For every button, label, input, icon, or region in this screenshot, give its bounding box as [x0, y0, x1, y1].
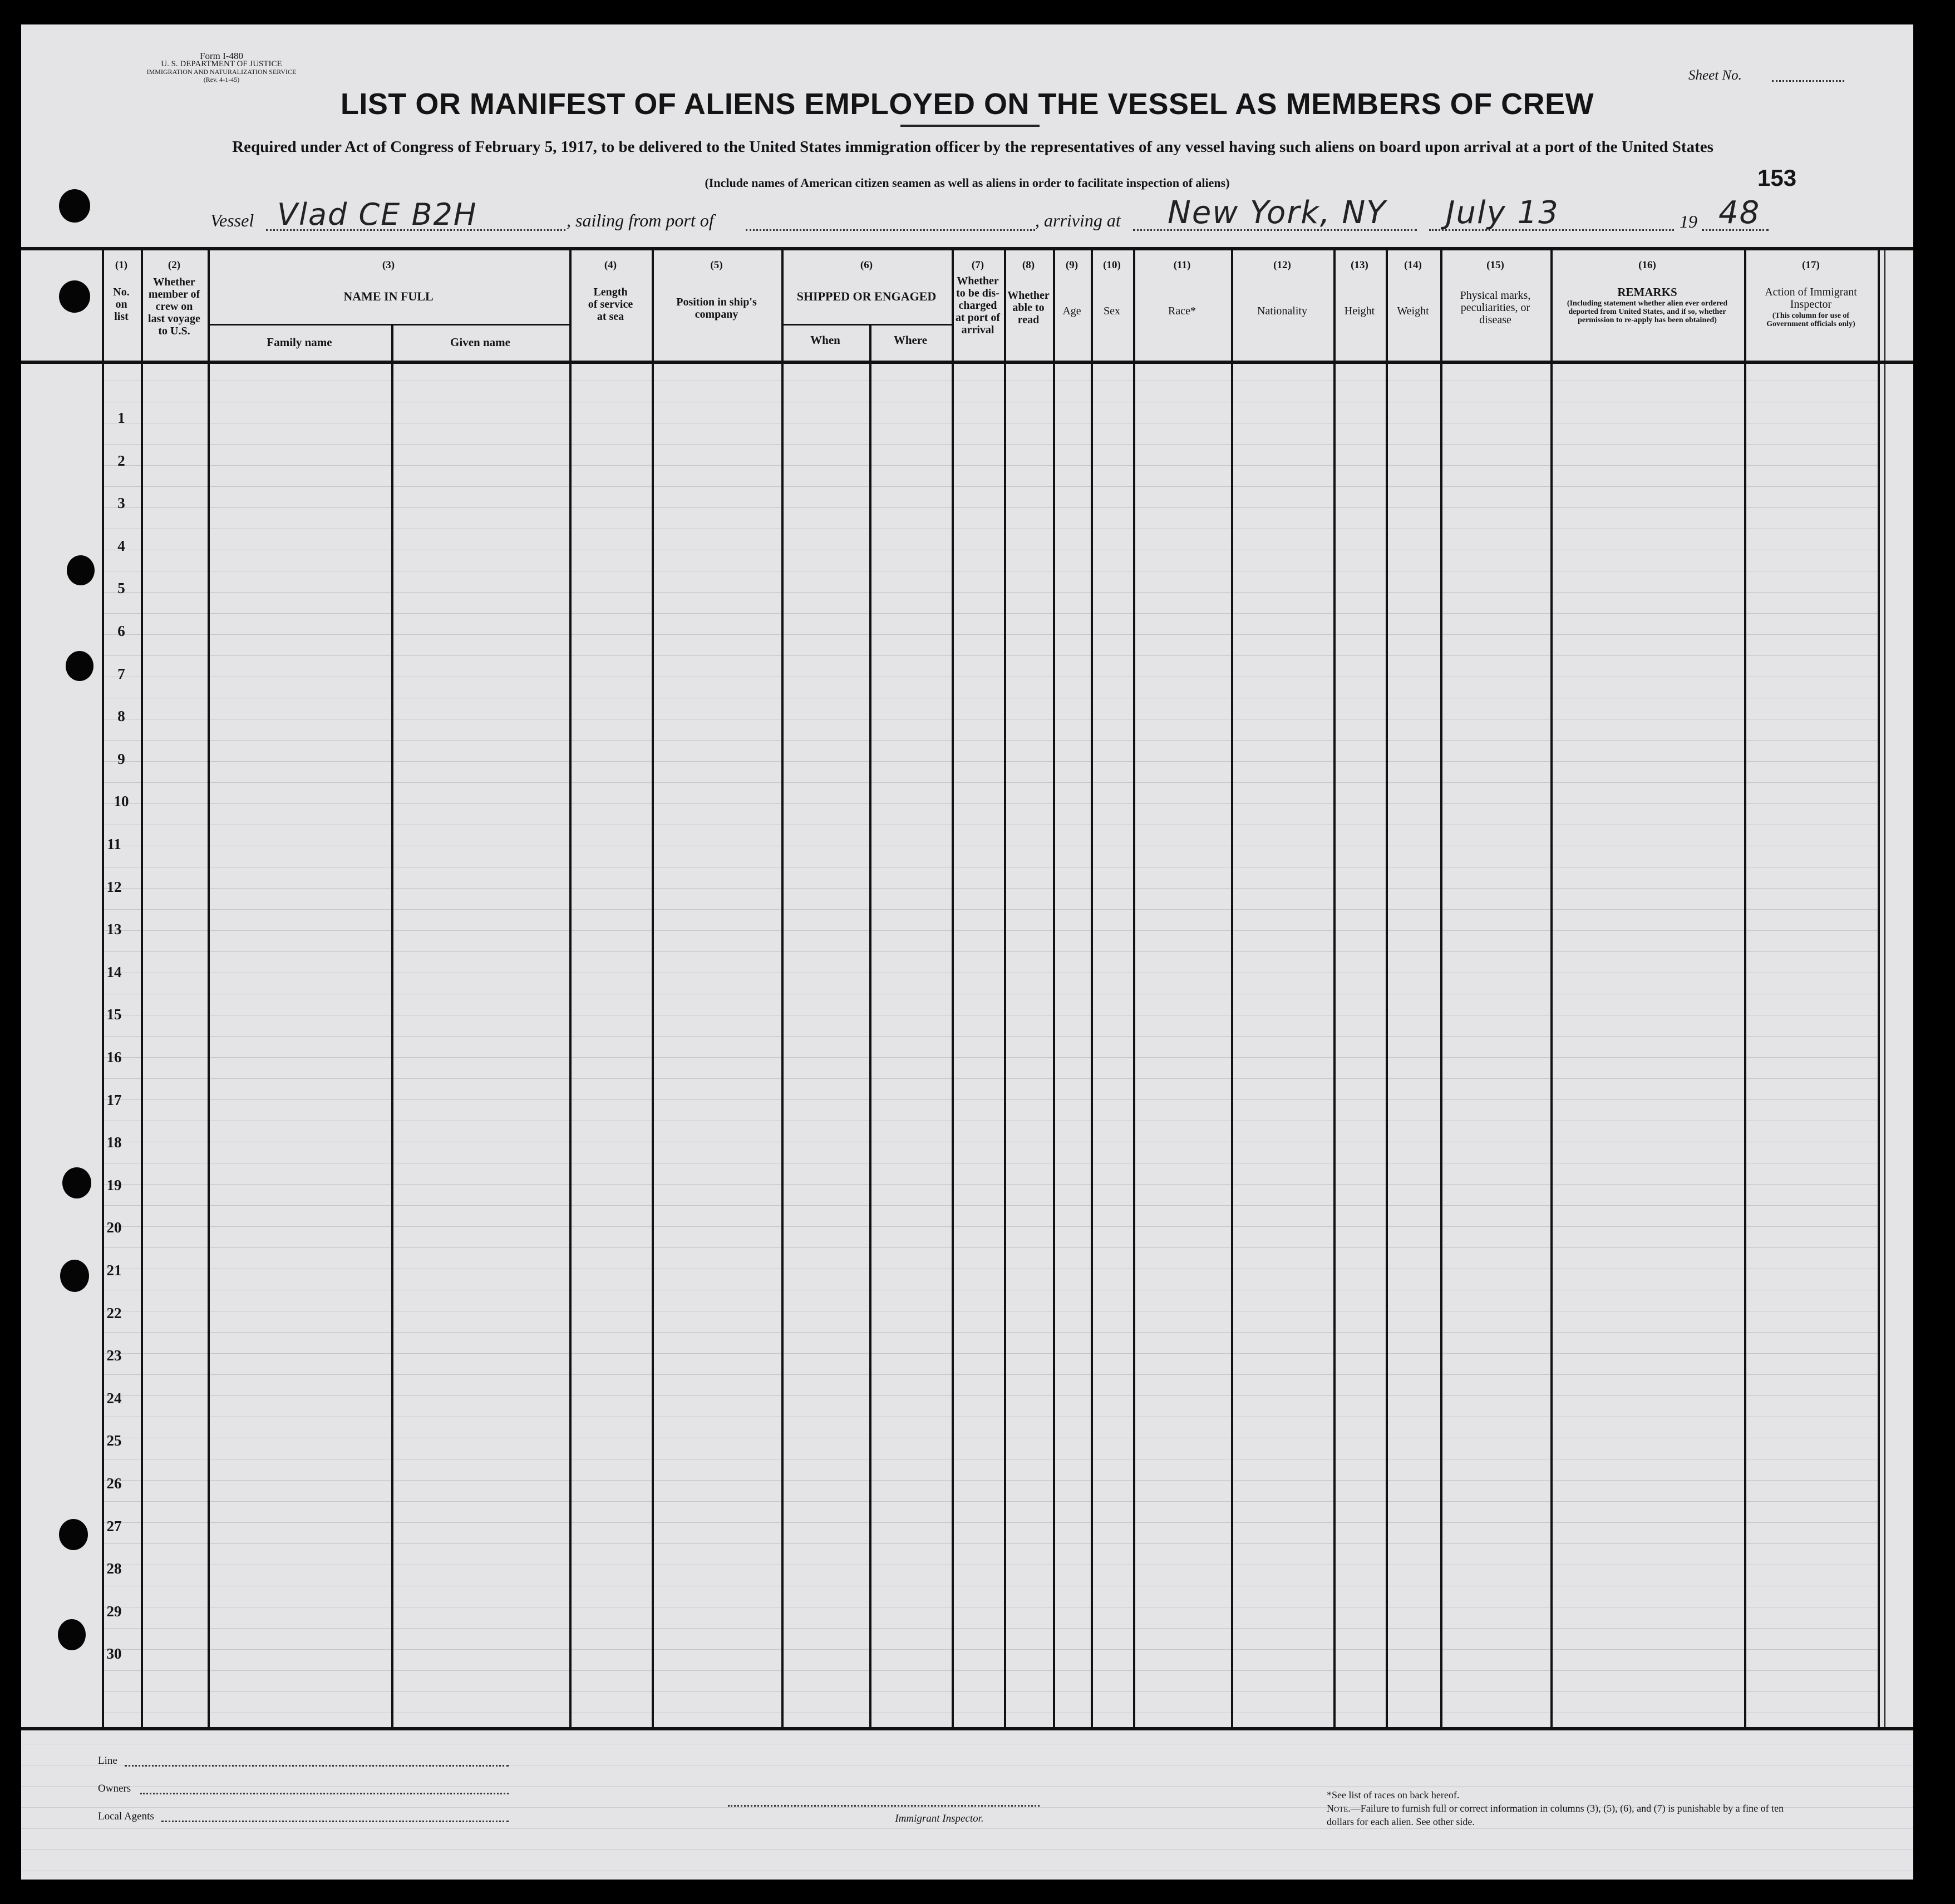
column-divider: [1091, 247, 1093, 1729]
row-number: 14: [106, 963, 122, 980]
form-title: LIST OR MANIFEST OF ALIENS EMPLOYED ON THE VESSEL AS MEMBERS OF CREW: [340, 87, 1594, 121]
ruled-line: [102, 930, 1880, 931]
family-name-header: Family name: [267, 336, 332, 349]
line-label: Line: [98, 1755, 117, 1767]
column-divider: [1440, 247, 1442, 1729]
col-6-number: (6): [860, 259, 873, 271]
row-number: 8: [117, 708, 125, 725]
row-number: 2: [117, 452, 125, 469]
line-field[interactable]: [125, 1765, 509, 1767]
col-6-header: [781, 259, 952, 303]
col-8-number: (8): [1022, 259, 1035, 271]
row-number: 12: [106, 878, 122, 895]
col-9-header: [1053, 259, 1091, 317]
col-17-note: (This column for use of Government officials only): [1766, 312, 1855, 328]
col-14-header: [1386, 259, 1440, 317]
table-bottom-border: [21, 1727, 1913, 1730]
year-value: 48: [1718, 195, 1761, 231]
row-number: 17: [106, 1091, 122, 1108]
col-12-number: (12): [1273, 259, 1291, 271]
row-number: 28: [106, 1560, 122, 1577]
column-divider: [1333, 247, 1336, 1729]
given-name-header: Given name: [450, 336, 510, 349]
manifest-sheet: [21, 24, 1913, 1880]
form-subtitle: Required under Act of Congress of February 5, 1917, to be delivered to the United States immigration officer by the representatives of any vessel having such aliens on board upon arrival at a port of the United States: [232, 138, 1713, 156]
ruled-line: [102, 1184, 1880, 1185]
sailing-label: , sailing from port of: [567, 210, 714, 230]
row-number: 18: [106, 1134, 122, 1151]
ruled-line: [102, 1205, 1880, 1206]
ruled-line: [102, 1036, 1880, 1037]
ruled-line: [102, 507, 1880, 508]
row-number: 10: [114, 793, 129, 810]
ruled-line: [102, 909, 1880, 910]
ruled-line: [102, 888, 1880, 889]
department-name: U. S. DEPARTMENT OF JUSTICE: [161, 60, 282, 68]
ruled-line: [102, 655, 1880, 656]
name-sub-divider: [208, 324, 569, 325]
col-15-number: (15): [1486, 259, 1504, 271]
row-number: 25: [106, 1432, 122, 1449]
ruled-line: [102, 1480, 1880, 1481]
column-divider: [781, 247, 784, 1729]
column-divider: [1004, 247, 1006, 1729]
col-3-number: (3): [382, 259, 395, 271]
col-1-header: [102, 259, 141, 323]
year-prefix: 19: [1680, 211, 1697, 231]
col-7-header: [952, 259, 1004, 336]
col-13-number: (13): [1351, 259, 1368, 271]
row-number: 30: [106, 1645, 122, 1663]
note-text: —Failure to furnish full or correct information in columns (3), (5), (6), and (7) is punishable by a fine of ten dollars for each alien. See other side.: [1327, 1803, 1784, 1827]
col-17-label: Action of Immigrant Inspector: [1765, 286, 1857, 310]
col-15-label: Physical marks, peculiarities, or disease: [1460, 289, 1531, 326]
where-header: Where: [893, 333, 928, 347]
ruled-line: [102, 1332, 1880, 1333]
when-header: When: [810, 333, 840, 347]
vessel-value: Vlad CE B2H: [277, 197, 477, 232]
column-divider: [1744, 247, 1746, 1729]
row-number: 29: [106, 1602, 122, 1620]
arriving-label: , arriving at: [1035, 210, 1121, 230]
col-9-number: (9): [1065, 259, 1079, 271]
row-number: 24: [106, 1389, 122, 1407]
row-number: 27: [106, 1517, 122, 1535]
row-number: 16: [106, 1049, 122, 1066]
ruled-line: [102, 761, 1880, 762]
ruled-line: [21, 1828, 1913, 1829]
local-agents-field[interactable]: [161, 1821, 509, 1822]
col-3-header: [208, 259, 569, 303]
ruled-line: [102, 951, 1880, 952]
owners-field[interactable]: [140, 1793, 509, 1794]
ruled-line: [102, 803, 1880, 804]
col-7-number: (7): [971, 259, 984, 271]
col-12-label: Nationality: [1257, 305, 1307, 317]
column-divider: [1550, 247, 1553, 1729]
crew-table: [21, 24, 1913, 1880]
col-11-header: [1133, 259, 1231, 317]
col-17-header: [1744, 259, 1878, 328]
column-divider: [1884, 247, 1885, 1729]
form-number: Form I-480: [200, 51, 243, 61]
col-4-number: (4): [604, 259, 617, 271]
col-8-label: Whether able to read: [1007, 289, 1050, 326]
col-10-label: Sex: [1104, 305, 1120, 317]
column-divider: [208, 247, 210, 1729]
col-11-label: Race*: [1168, 305, 1196, 317]
row-number: 11: [107, 836, 121, 852]
col-4-label: Length of service at sea: [588, 286, 633, 323]
ruled-line: [102, 465, 1880, 466]
col-16-number: (16): [1638, 259, 1656, 271]
row-number: 20: [106, 1219, 122, 1236]
col-11-number: (11): [1173, 259, 1191, 271]
ruled-line: [102, 1649, 1880, 1650]
column-divider: [652, 247, 654, 1729]
ruled-line: [102, 613, 1880, 614]
ruled-line: [102, 1078, 1880, 1079]
ruled-line: [102, 592, 1880, 593]
vessel-label: Vessel: [210, 210, 254, 230]
col-9-label: Age: [1062, 305, 1081, 317]
col-16-note: (Including statement whether alien ever ordered deported from United States, and if so, whether permission to re-apply has been obtained): [1567, 299, 1728, 324]
col-2-label: Whether member of crew on last voyage to U.S.: [148, 276, 200, 337]
row-number: 9: [117, 750, 125, 767]
column-divider: [869, 324, 871, 1729]
ruled-line: [102, 1395, 1880, 1396]
ruled-line: [102, 740, 1880, 741]
row-number: 1: [117, 410, 125, 426]
row-number: 22: [106, 1304, 122, 1321]
ruled-line: [102, 782, 1880, 783]
races-note: *See list of races on back hereof.: [1327, 1789, 1460, 1801]
ruled-line: [102, 1099, 1880, 1100]
column-divider: [141, 247, 143, 1729]
row-number: 6: [117, 623, 125, 639]
col-17-number: (17): [1802, 259, 1820, 271]
col-3-label: NAME IN FULL: [343, 289, 434, 303]
note-label: Note.: [1327, 1803, 1351, 1814]
column-divider: [391, 324, 393, 1729]
col-2-number: (2): [168, 259, 181, 271]
column-divider: [569, 247, 572, 1729]
ruled-line: [102, 634, 1880, 635]
col-13-header: [1333, 259, 1386, 317]
ruled-line: [102, 1247, 1880, 1248]
column-divider: [952, 247, 954, 1729]
ruled-line: [21, 1849, 1913, 1850]
table-top-border: [21, 247, 1913, 250]
col-5-header: [652, 259, 781, 320]
column-divider: [1386, 247, 1388, 1729]
col-1-label: No. on list: [113, 286, 130, 323]
form-revision: (Rev. 4-1-45): [203, 76, 240, 83]
service-name: IMMIGRATION AND NATURALIZATION SERVICE: [146, 68, 297, 76]
ruled-line: [102, 1670, 1880, 1671]
col-16-header: [1550, 259, 1744, 324]
col-5-label: Position in ship's company: [676, 296, 757, 320]
col-1-number: (1): [115, 259, 128, 271]
ruled-line: [102, 1353, 1880, 1354]
col-13-label: Height: [1344, 305, 1375, 317]
owners-label: Owners: [98, 1783, 131, 1794]
row-number: 3: [117, 495, 125, 512]
row-number: 5: [117, 580, 125, 597]
ruled-line: [102, 486, 1880, 487]
local-agents-label: Local Agents: [98, 1811, 154, 1822]
ruled-line: [102, 444, 1880, 445]
ruled-line: [102, 1522, 1880, 1523]
ruled-line: [102, 1374, 1880, 1375]
column-divider: [102, 247, 104, 1729]
arriving-value: New York, NY: [1168, 195, 1387, 231]
row-number: 7: [117, 665, 125, 682]
row-number: 26: [106, 1475, 122, 1492]
row-number: 4: [117, 537, 125, 554]
col-10-number: (10): [1103, 259, 1121, 271]
ruled-line: [102, 1057, 1880, 1058]
ruled-line: [21, 1786, 1913, 1787]
col-10-header: [1091, 259, 1133, 317]
ruled-line: [102, 1226, 1880, 1227]
row-number: 23: [106, 1347, 122, 1364]
date-value: July 13: [1446, 195, 1559, 231]
col-8-header: [1004, 259, 1053, 326]
stamp-number: 153: [1757, 165, 1797, 191]
col-14-number: (14): [1404, 259, 1422, 271]
row-number: 21: [106, 1262, 122, 1279]
column-divider: [1133, 247, 1135, 1729]
col-2-header: [141, 259, 208, 337]
column-divider: [1231, 247, 1233, 1729]
col-6-label: SHIPPED OR ENGAGED: [796, 289, 937, 303]
column-divider: [1878, 247, 1880, 1729]
immigrant-inspector-label: Immigrant Inspector.: [895, 1813, 984, 1824]
row-number: 15: [106, 1006, 122, 1023]
ruled-line: [102, 1543, 1880, 1544]
form-instruction: (Include names of American citizen seamen as well as aliens in order to facilitate inspection of aliens): [705, 176, 1230, 190]
column-divider: [1053, 247, 1055, 1729]
header-bottom-border: [21, 361, 1913, 364]
ruled-line: [102, 1501, 1880, 1502]
row-number: 13: [106, 921, 122, 938]
col-14-label: Weight: [1397, 305, 1429, 317]
ruled-line: [102, 1628, 1880, 1629]
col-5-number: (5): [710, 259, 723, 271]
ruled-line: [102, 1691, 1880, 1692]
col-7-label: Whether to be dis-charged at port of arrival: [956, 275, 1000, 336]
shipped-sub-divider: [781, 324, 952, 325]
col-15-header: [1440, 259, 1550, 326]
col-12-header: [1231, 259, 1333, 317]
penalty-note: [1327, 1802, 1811, 1828]
inspector-signature-field[interactable]: [728, 1805, 1040, 1807]
sheet-number-label: Sheet No.: [1688, 68, 1742, 83]
col-16-label: REMARKS: [1617, 285, 1677, 299]
row-number: 19: [106, 1176, 122, 1193]
col-4-header: [569, 259, 652, 323]
